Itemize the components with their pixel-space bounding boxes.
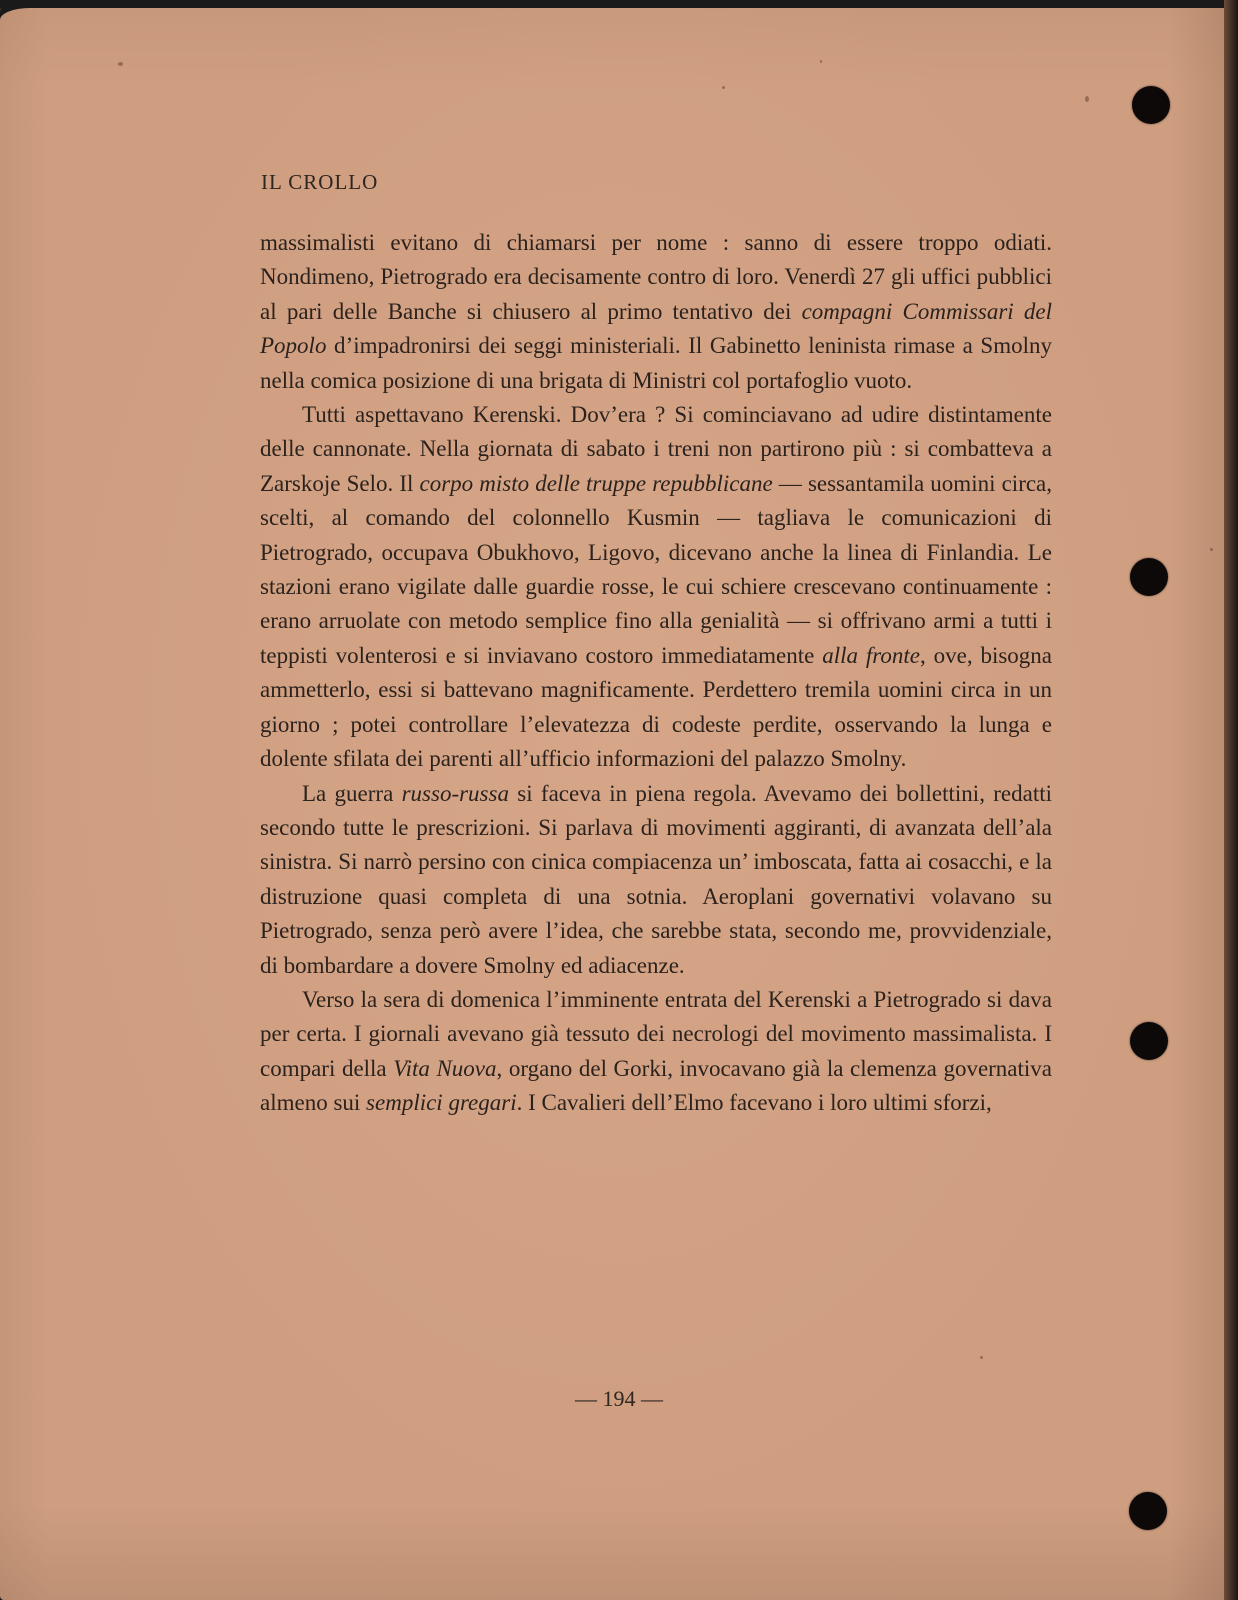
text-run: Verso la sera di domenica l’imminente entrata del Kerenski a Pietrogrado si dava per certa. I giornali avevano già tessuto dei necrologi del movimento massimalista. I compari della (260, 986, 1052, 1081)
book-page (0, 8, 1230, 1600)
text-run: si faceva in piena regola. Avevamo dei bollettini, redatti secondo tutte le prescrizioni. Si parlava di movimenti aggiranti, di avanzata dell’ala sinistra. Si narrò persino con cinica compiacenza un’ imboscata, fatta ai cosacchi, e la distruzione quasi completa di una sotnia. Aeroplani governativi volavano su Pietrogrado, senza però avere l’idea, che sarebbe stata, secondo me, provvidenziale, di bombardare a dovere Smolny ed adiacenze. (260, 780, 1052, 978)
running-head: IL CROLLO (261, 170, 379, 194)
text-run: La guerra (302, 780, 402, 806)
punch-hole (1132, 86, 1170, 124)
text-run: d’impadronirsi dei seggi ministeriali. Il Gabinetto leninista rimase a Smolny nella comica posizione di una brigata di Ministri col portafoglio vuoto. (260, 333, 1052, 393)
paragraph (260, 777, 1052, 983)
italic-run: alla fronte (822, 642, 920, 668)
text-run: , ove, bisogna ammetterlo, essi si battevano magnificamente. Perdettero tremila uomini circa in un giorno ; potei controllare l’elevatezza di codeste perdite, osservando la lunga e dolente sfilata dei parenti all’ufficio informazioni del palazzo Smolny. (260, 642, 1052, 772)
text-run: massimalisti evitano di chiamarsi per nome : sanno di essere troppo odiati. Nondimeno, Pietrogrado era decisamente contro di loro. Venerdì 27 gli uffici pubblici al pari delle Banche si chiusero al primo tentativo dei (260, 230, 1052, 324)
text-run: . I Cavalieri dell’Elmo facevano i loro ultimi sforzi, (516, 1090, 992, 1116)
punch-hole (1130, 558, 1168, 596)
punch-hole (1130, 1022, 1168, 1060)
italic-run: compagni Commissari del Popolo (260, 298, 1052, 359)
italic-run: russo-russa (401, 780, 509, 806)
page-number: — 194 — (575, 1386, 663, 1411)
italic-run: semplici gregari (366, 1090, 517, 1116)
paragraph (260, 983, 1052, 1121)
paragraph (260, 226, 1052, 398)
text-run: Tutti aspettavano Kerenski. Dov’era ? Si cominciavano ad udire distintamente delle cannonate. Nella giornata di sabato i treni non partirono più : si combatteva a Zarskoje Selo. Il (260, 402, 1052, 496)
italic-run: Vita Nuova (393, 1055, 497, 1081)
text-run: — sessantamila uomini circa, scelti, al comando del colonnello Kusmin — tagliava le comunicazioni di Pietrogrado, occupava Obukhovo, Ligovo, dicevano anche la linea di Finlandia. Le stazioni erano vigilate dalle guardie rosse, le cui schiere crescevano continuamente : erano arruolate con metodo semplice fino alla genialità — si offrivano armi a tutti i teppisti volenterosi e si inviavano costoro immediatamente (260, 470, 1053, 668)
body-text (260, 226, 1052, 1121)
italic-run: corpo misto delle truppe repubblicane (419, 470, 773, 496)
punch-hole (1129, 1492, 1167, 1530)
binding-edge (1224, 0, 1238, 1600)
paragraph (260, 398, 1052, 776)
text-run: , organo del Gorki, invocavano già la clemenza governativa almeno sui (260, 1055, 1053, 1116)
